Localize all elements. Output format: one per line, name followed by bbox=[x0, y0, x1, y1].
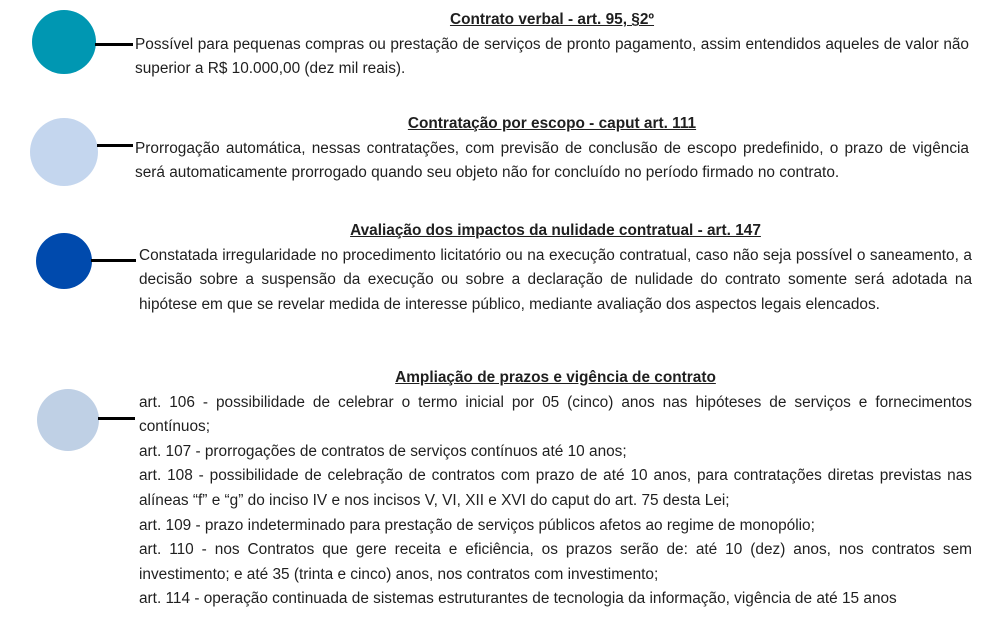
connector-line-2 bbox=[97, 144, 133, 147]
section-title: Contratação por escopo - caput art. 111 bbox=[407, 115, 697, 132]
node-circle-2 bbox=[30, 118, 98, 186]
list-item-art-106: art. 106 - possibilidade de celebrar o termo inicial por 05 (cinco) anos nas hipóteses de serviços e fornecimentos contínuos; bbox=[139, 393, 972, 436]
connector-line-3 bbox=[91, 259, 136, 262]
section-title: Avaliação dos impactos da nulidade contratual - art. 147 bbox=[350, 222, 761, 239]
section-contratacao-escopo bbox=[135, 112, 969, 186]
node-circle-3 bbox=[36, 233, 92, 289]
list-item-art-109: art. 109 - prazo indeterminado para prestação de serviços públicos afetos ao regime de monopólio; bbox=[139, 516, 815, 534]
section-text: Possível para pequenas compras ou prestação de serviços de pronto pagamento, assim entendidos aqueles de valor não superior a R$ 10.000,00 (dez mil reais). bbox=[135, 35, 969, 78]
section-ampliacao-prazos bbox=[139, 366, 972, 612]
node-circle-1 bbox=[32, 10, 96, 74]
section-contrato-verbal bbox=[135, 8, 969, 82]
list-item-art-108: art. 108 - possibilidade de celebração de contratos com prazo de até 10 anos, para contratações diretas previstas nas alíneas “f” e “g” do inciso IV e nos incisos V, VI, XII e XVI do caput do art. 75 desta Lei; bbox=[139, 467, 972, 509]
node-circle-4 bbox=[37, 389, 99, 451]
connector-line-4 bbox=[98, 417, 135, 420]
section-title: Contrato verbal - art. 95, §2º bbox=[449, 11, 655, 28]
list-item-art-107: art. 107 - prorrogações de contratos de serviços contínuos até 10 anos; bbox=[139, 442, 627, 460]
list-item-art-114: art. 114 - operação continuada de sistemas estruturantes de tecnologia da informação, vigência de até 15 anos bbox=[139, 590, 897, 608]
connector-line-1 bbox=[95, 43, 133, 46]
list-item-art-110: art. 110 - nos Contratos que gere receita e eficiência, os prazos serão de: até 10 (dez) anos, nos contratos sem investimento; e até 35 (trinta e cinco) anos, nos contratos com investimento; bbox=[139, 541, 972, 583]
section-text: Constatada irregularidade no procedimento licitatório ou na execução contratual, caso não seja possível o saneamento, a decisão sobre a suspensão da execução ou sobre a declaração de nulidade do contrato somente será adotada na hipótese em que se revelar medida de interesse público, mediante avaliação dos aspectos legais elencados. bbox=[139, 246, 972, 313]
section-title: Ampliação de prazos e vigência de contrato bbox=[395, 369, 716, 386]
section-nulidade-contratual bbox=[139, 219, 972, 317]
section-text: Prorrogação automática, nessas contratações, com previsão de conclusão de escopo predefinido, o prazo de vigência será automaticamente prorrogado quando seu objeto não for concluído no período firmado no contrato. bbox=[135, 139, 969, 182]
